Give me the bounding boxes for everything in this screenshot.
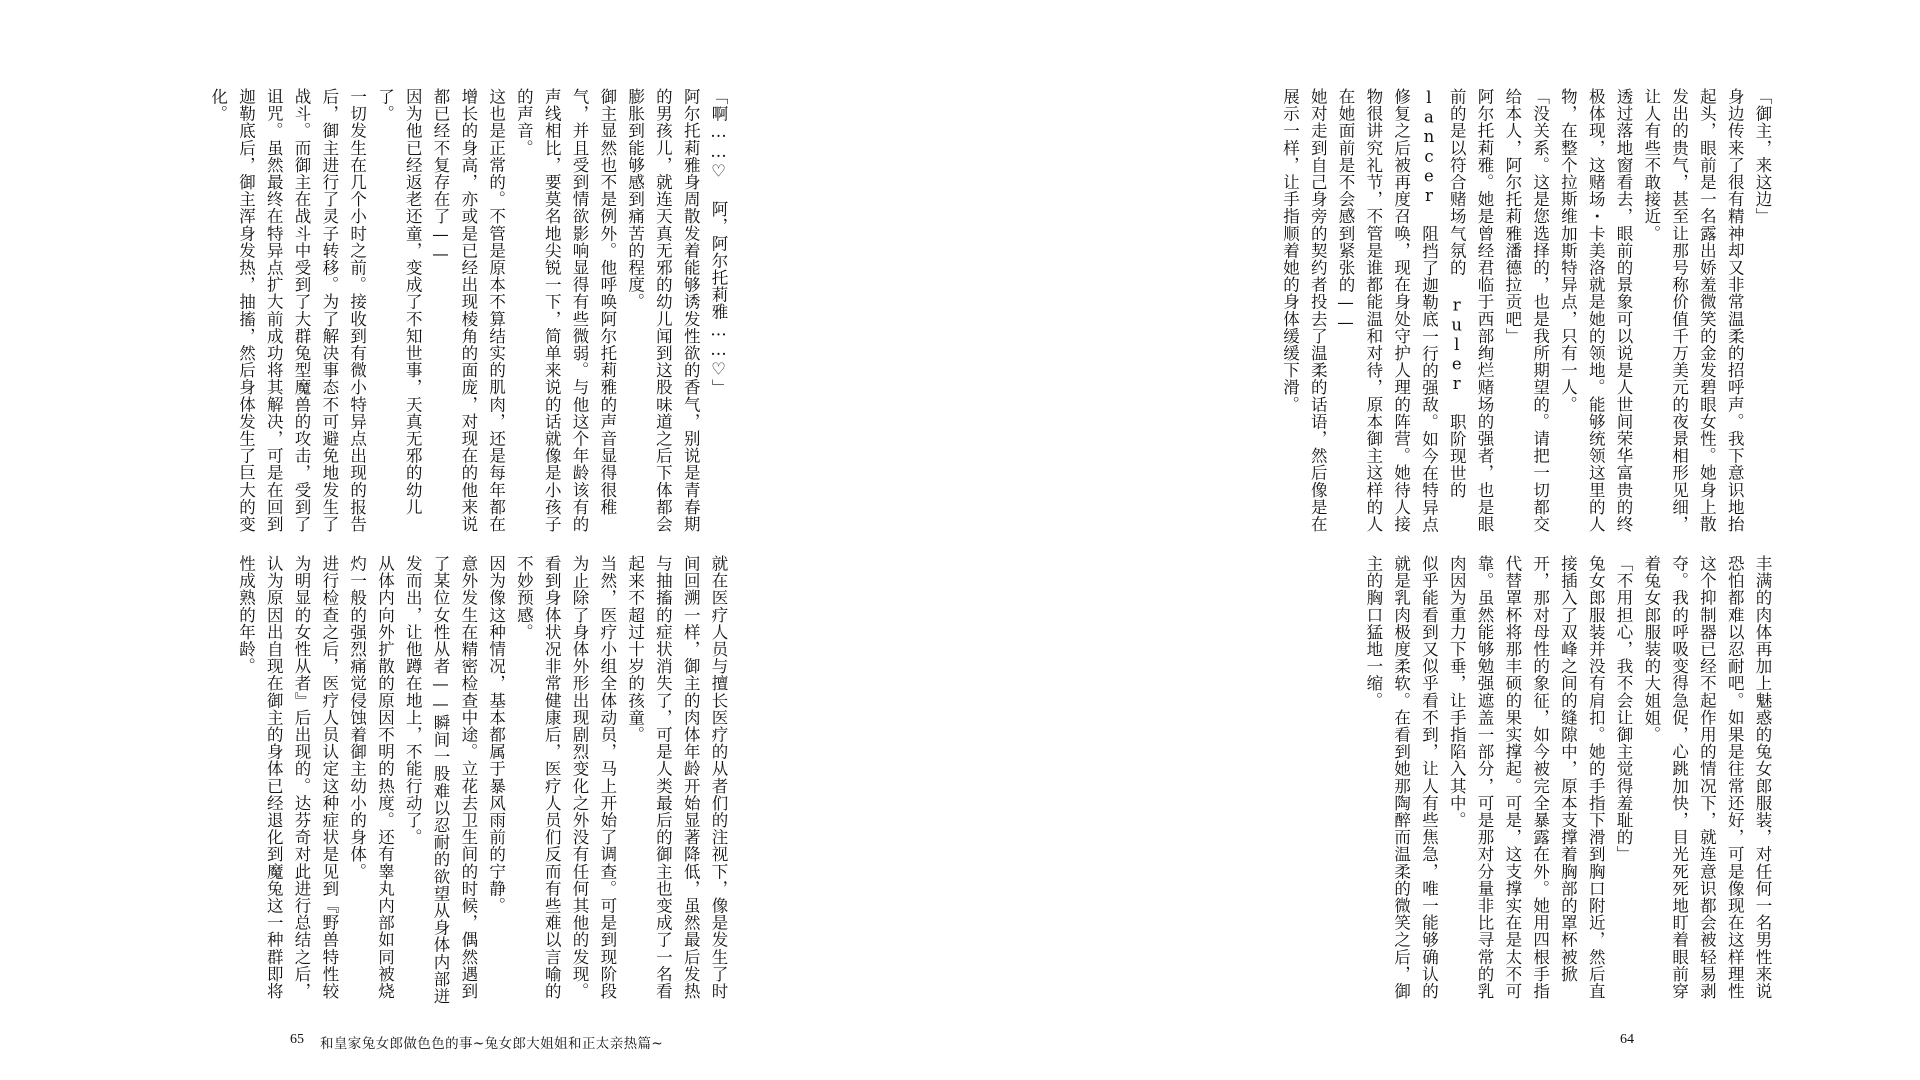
page-number: 65 bbox=[290, 1032, 304, 1047]
paragraph: 丰满的肉体再加上魅惑的兔女郎服装，对任何一名男性来说恐怕都难以忍耐吧。如果是往常还好，可是像现在这样理性这个抑制器已经不起作用的情况下，就连意识都会被轻易剥夺。我的呼吸变得急促，心跳加快，目光死死地盯着眼前穿着兔女郎服装的大姐姐。 bbox=[1641, 555, 1772, 1000]
paragraph: 「御主，来这边」 bbox=[1753, 88, 1772, 225]
paragraph: 进行检查之后，医疗人员认定这种症状是见到『野兽特性较为明显的女性从者』后出现的。达芬奇对此进行总结之后，认为原因出自现在御主的身体已经退化到魔兔这一种群即将性成熟的年龄。 bbox=[236, 555, 339, 1000]
paragraph: 「没关系。这是您选择的，也是我所期望的。请把一切都交给本人，阿尔托莉雅潘德拉贡吧」 bbox=[1502, 88, 1550, 533]
paragraph: 因为他已经返老还童，变成了不知世事，天真无邪的幼儿了。 bbox=[375, 88, 423, 516]
paragraph: 她对走到自己身旁的契约者投去了温柔的话语，然后像是在展示一样，让手指顺着她的身体缓缓下滑。 bbox=[1280, 88, 1328, 533]
paragraph: 「不用担心，我不会让御主觉得羞耻的」 bbox=[1614, 555, 1634, 863]
paragraph: 兔女郎服装并没有肩扣。她的手指下滑到胸口附近，然后直接插入了双峰之间的缝隙中，原本支撑着胸部的罩杯被掀开，那对母性的象征，如今被完全暴露在外。她用四根手指代替罩杯将那丰硕的果实撑起。可是，这支撑实在是太不可靠。虽然能够勉强遮盖一部分，可是那对分量非比寻常的乳肉因为重力下垂，让手指陷入其中。 bbox=[1447, 555, 1606, 1000]
paragraph: 似乎能看到又似乎看不到，让人有些焦急，唯一能够确认的就是乳肉极度柔软。在看到她那陶醉而温柔的微笑之后，御主的胸口猛地一缩。 bbox=[1363, 555, 1439, 1000]
right-page-upper-text bbox=[1276, 88, 1776, 538]
running-title: 和皇家兔女郎做色色的事~兔女郎大姐姐和正太亲热篇~ bbox=[320, 1036, 664, 1052]
page-number: 64 bbox=[1620, 1032, 1634, 1047]
paragraph: 阿尔托莉雅身周散发着能够诱发性欲的香气，别说是青春期的男孩儿，就连天真无邪的幼儿闻到这股味道之后下体都会膨胀到能够感到痛苦的程度。 bbox=[625, 88, 701, 533]
paragraph: 当然，医疗小组全体动员，马上开始了调查。可是到现阶段为止除了身体外形出现剧烈变化之外没有任何其他的发现。看到身体状况非常健康后，医疗人员们反而有些难以言喻的不妙预感。 bbox=[514, 555, 617, 1000]
right-page-lower-text bbox=[1359, 555, 1776, 1005]
right-page bbox=[960, 0, 1920, 1080]
paragraph: 透过落地窗看去，眼前的景象可以说是人世间荣华富贵的终极体现，这赌场・卡美洛就是她的领地。能够统领这里的人物，在整个拉斯维加斯特异点，只有一人。 bbox=[1558, 88, 1634, 533]
left-page-upper-text bbox=[204, 88, 732, 538]
paragraph: 从体内向外扩散的原因不明的热度。还有睾丸内部如同被烧灼一般的强烈痛觉侵蚀着御主幼小的身体。 bbox=[347, 555, 395, 1000]
left-page-lower-text bbox=[232, 555, 732, 1005]
paragraph: 这也是正常的。不管是原本不算结实的肌肉，还是每年都在增长的身高，亦或是已经出现棱角的面庞，对现在的他来说都已经不复存在了—— bbox=[431, 88, 506, 533]
paragraph: 御主显然也不是例外。他呼唤阿尔托莉雅的声音显得很稚气，并且受到情欲影响显得有些微弱。与他这个年龄该有的声线相比，要莫名地尖锐一下，简单来说的话就像是小孩子的声音。 bbox=[514, 88, 617, 533]
paragraph: 就在医疗人员与擅长医疗的从者们的注视下，像是发生了时间回溯一样，御主的肉体年龄开始显著降低，虽然最后发热与抽搐的症状消失了，可是人类最后的御主也变成了一名看起来不超过十岁的孩童。 bbox=[625, 555, 728, 1000]
paragraph: 身边传来了很有精神却又非常温柔的招呼声。我下意识地抬起头，眼前是一名露出娇羞微笑的金发碧眼女性。她身上散发出的贵气，甚至让那号称价值千万美元的夜景相形见细，让人有些不敢接近。 bbox=[1641, 88, 1745, 533]
paragraph: 阿尔托莉雅。她是曾经君临于西部绚烂赌场的强者，也是眼前的是以符合赌场气氛的 ruler 职阶现世的 lancer 阻挡了迦勒底一行的强敌。如今在特异点修复之后被再度召唤，现在身处守护人理的阵营。她待人接物很讲究礼节，不管是谁都能温和对待，原本御主这样的人在她面前是不会感到紧张的—— bbox=[1336, 88, 1495, 533]
paragraph: 「啊……♡ 阿，阿尔托莉雅……♡」 bbox=[709, 88, 728, 397]
paragraph: 因为像这种情况，基本都属于暴风雨前的宁静。 bbox=[486, 555, 506, 915]
paragraph: 意外发生在精密检查中途。立花去卫生间的时候，偶然遇到了某位女性从者——瞬间一股难以忍耐的欲望从身体内部迸发而出，让他蹲在地上，不能行动了。 bbox=[403, 555, 478, 1005]
paragraph: 一切发生在几个小时之前。接收到有微小特异点出现的报告后，御主进行了灵子转移。为了解决事态不可避免地发生了战斗。而御主在战斗中受到了大群兔型魔兽的攻击，受到了诅咒。虽然最终在特异点扩大前成功将其解决，可是在回到迦勒底后，御主浑身发热，抽搐，然后身体发生了巨大的变化。 bbox=[208, 88, 367, 533]
